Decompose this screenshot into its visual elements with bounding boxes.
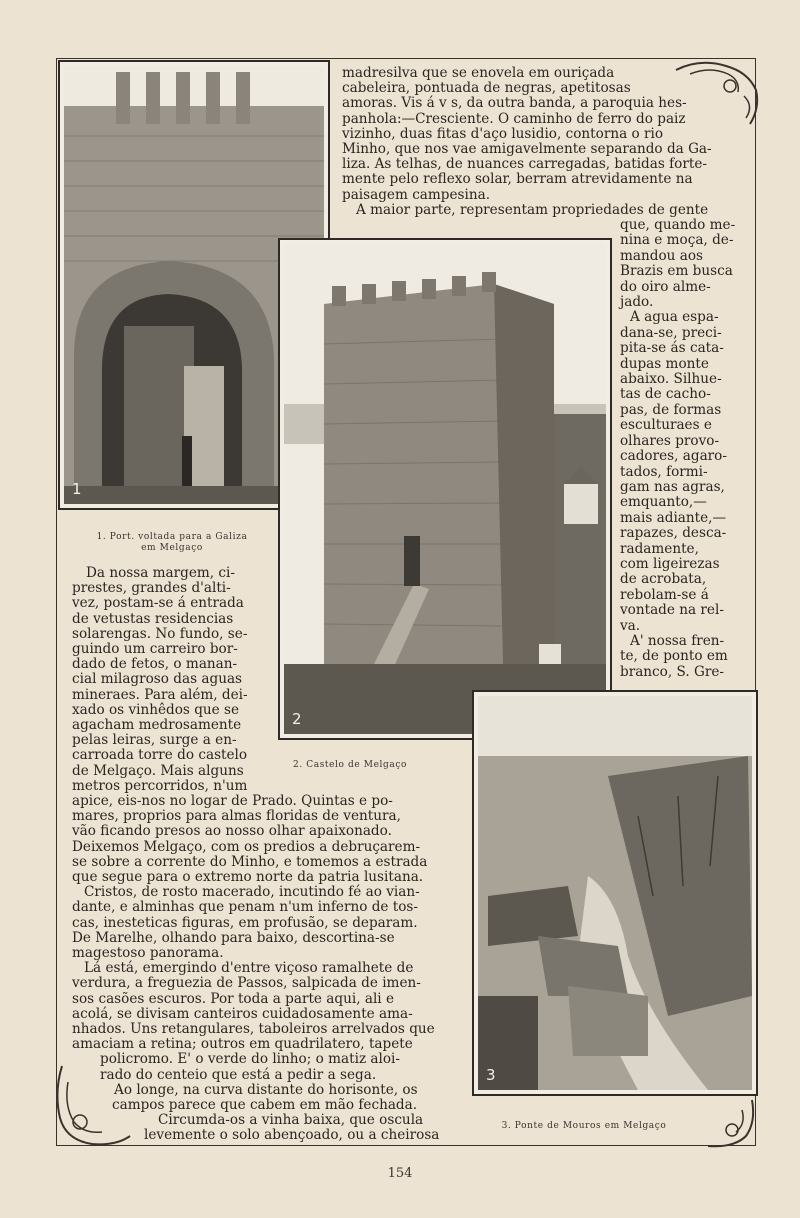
text-line: cial milagroso das aguas <box>72 671 243 688</box>
text-line: amaciam a retina; outros em quadrilatero, tapete <box>72 1036 413 1053</box>
text-line: guindo um carreiro bor- <box>72 641 238 658</box>
text-line: campos parece que cabem em mão fechada. <box>112 1097 418 1114</box>
photo-castelo-melgaco <box>278 238 612 740</box>
text-line: do oiro alme- <box>620 278 711 295</box>
caption-line: em Melgaço <box>141 543 203 553</box>
text-line: com ligeirezas <box>620 555 720 572</box>
caption-photo-2: 2. Castelo de Melgaço <box>293 760 407 770</box>
text-line: Da nossa margem, ci- <box>86 565 235 581</box>
text-line: Circumda-os a vinha baixa, que oscula <box>158 1112 424 1129</box>
text-line: de acrobata, <box>620 571 707 588</box>
text-line: dado de fetos, o manan- <box>72 656 238 673</box>
text-line: Lá está, emergindo d'entre viçoso ramalhete de <box>84 960 414 977</box>
text-line: radamente, <box>620 540 699 557</box>
text-line: Deixemos Melgaço, com os predios a debruçarem- <box>72 838 421 855</box>
text-line: rado do centeio que está a pedir a sega. <box>100 1066 377 1083</box>
text-line: gam nas agras, <box>620 478 725 495</box>
text-line: A agua espa- <box>630 309 719 326</box>
text-line: metros percorridos, n'um <box>72 777 248 794</box>
text-line: olhares provo- <box>620 432 720 449</box>
text-line: dana-se, preci- <box>620 324 722 341</box>
bridge-illustration <box>478 696 752 1090</box>
text-left-narrow <box>72 566 272 794</box>
caption-line: 1. Port. voltada para a Galiza <box>96 532 248 542</box>
text-line: branco, S. Gre- <box>620 663 724 680</box>
text-line: se sobre a corrente do Minho, e tomemos a estrada <box>72 853 428 870</box>
text-line: rebolam-se á <box>620 586 709 603</box>
text-line: mares, proprios para almas floridas de ventura, <box>72 808 401 825</box>
text-line: de Melgaço. Mais alguns <box>72 762 244 779</box>
text-line: mente pelo reflexo solar, berram atrevidamente na <box>342 171 693 188</box>
text-line: nina e moça, de- <box>620 232 734 249</box>
text-line: apice, eis-nos no logar de Prado. Quintas e po- <box>72 793 393 809</box>
text-line: dupas monte <box>620 355 709 372</box>
text-line: jado. <box>620 294 654 311</box>
text-line: amoras. Vis á v s, da outra banda, a paroquia hes- <box>342 95 687 112</box>
text-line: abaixo. Silhue- <box>620 371 722 388</box>
text-line: verdura, a freguezia de Passos, salpicada de imen- <box>72 975 421 992</box>
text-line: vão ficando presos ao nosso olhar apaixonado. <box>72 823 392 840</box>
text-line: A' nossa fren- <box>630 632 725 649</box>
text-line: paisagem campesina. <box>342 186 491 203</box>
text-line: vizinho, duas fitas d'aço lusidio, contorna o rio <box>342 125 664 142</box>
text-line: carroada torre do castelo <box>72 747 248 764</box>
text-line: De Marelhe, olhando para baixo, descortina-se <box>72 929 395 946</box>
text-line: prestes, grandes d'alti- <box>72 580 231 597</box>
text-line: dante, e alminhas que penam n'um inferno de tos- <box>72 899 418 916</box>
text-line: Cristos, de rosto macerado, incutindo fé ao vian- <box>84 884 420 901</box>
page-number: 154 <box>387 1166 413 1181</box>
text-line: tados, formi- <box>620 463 708 480</box>
text-line: cas, inesteticas figuras, em profusão, se deparam. <box>72 914 418 931</box>
flourish-top-right-icon <box>670 56 762 132</box>
text-line: magestoso panorama. <box>72 945 224 962</box>
text-line: solarengas. No fundo, se- <box>72 625 248 642</box>
text-line: A maior parte, representam propriedades de gente <box>356 201 709 218</box>
text-line: esculturaes e <box>620 417 712 434</box>
photo-number: 1 <box>72 480 82 498</box>
text-line: pelas leiras, surge a en- <box>72 732 237 749</box>
text-right-narrow <box>620 218 748 680</box>
text-line: madresilva que se enovela em ouriçada <box>342 65 615 81</box>
text-line: pita-se ás cata- <box>620 340 724 357</box>
text-line: tas de cacho- <box>620 386 711 403</box>
text-line: sos casões escuros. Por toda a parte aqui, ali e <box>72 990 395 1007</box>
text-line: vontade na rel- <box>620 602 724 619</box>
text-line: de vetustas residencias <box>72 610 234 627</box>
text-line: mineraes. Para além, dei- <box>72 686 248 703</box>
text-line: agacham medrosamente <box>72 717 242 734</box>
text-line: emquanto,— <box>620 494 707 511</box>
text-line: panhola:—Cresciente. O caminho de ferro do paiz <box>342 110 686 127</box>
text-line: vez, postam-se á entrada <box>72 595 244 612</box>
text-line: pas, de formas <box>620 401 722 418</box>
text-line: Minho, que nos vae amigavelmente separando da Ga- <box>342 141 712 158</box>
photo-number: 2 <box>292 710 302 728</box>
text-line: que, quando me- <box>620 217 736 233</box>
text-line: acolá, se divisam canteiros cuidadosamente ama- <box>72 1005 413 1022</box>
text-line: cabeleira, pontuada de negras, apetitosas <box>342 80 631 97</box>
photo-ponte-mouros <box>472 690 758 1096</box>
caption-photo-3: 3. Ponte de Mouros em Melgaço <box>501 1121 667 1131</box>
text-line: policromo. E' o verde do linho; o matiz aloi- <box>100 1051 400 1068</box>
text-line: levemente o solo abençoado, ou a cheirosa <box>144 1127 440 1144</box>
text-line: te, de ponto em <box>620 648 728 665</box>
text-line: mais adiante,— <box>620 509 727 526</box>
photo-number: 3 <box>486 1066 496 1084</box>
text-line: Ao longe, na curva distante do horisonte, os <box>114 1081 418 1098</box>
text-line: rapazes, desca- <box>620 525 727 542</box>
flourish-bottom-right-icon <box>702 1096 758 1150</box>
flourish-bottom-left-icon <box>52 1062 134 1148</box>
text-line: cadores, agaro- <box>620 448 727 465</box>
text-line: liza. As telhas, de nuances carregadas, batidas forte- <box>342 156 707 173</box>
text-line: va. <box>620 617 641 634</box>
text-line: Brazis em busca <box>620 263 733 280</box>
text-line: nhados. Uns retangulares, taboleiros arrelvados que <box>72 1021 435 1038</box>
text-line: xado os vinhêdos que se <box>72 701 240 718</box>
tower-illustration <box>284 244 606 734</box>
text-line: mandou aos <box>620 247 703 264</box>
text-line: que segue para o extremo norte da patria lusitana. <box>72 869 424 886</box>
caption-photo-1 <box>66 532 278 554</box>
